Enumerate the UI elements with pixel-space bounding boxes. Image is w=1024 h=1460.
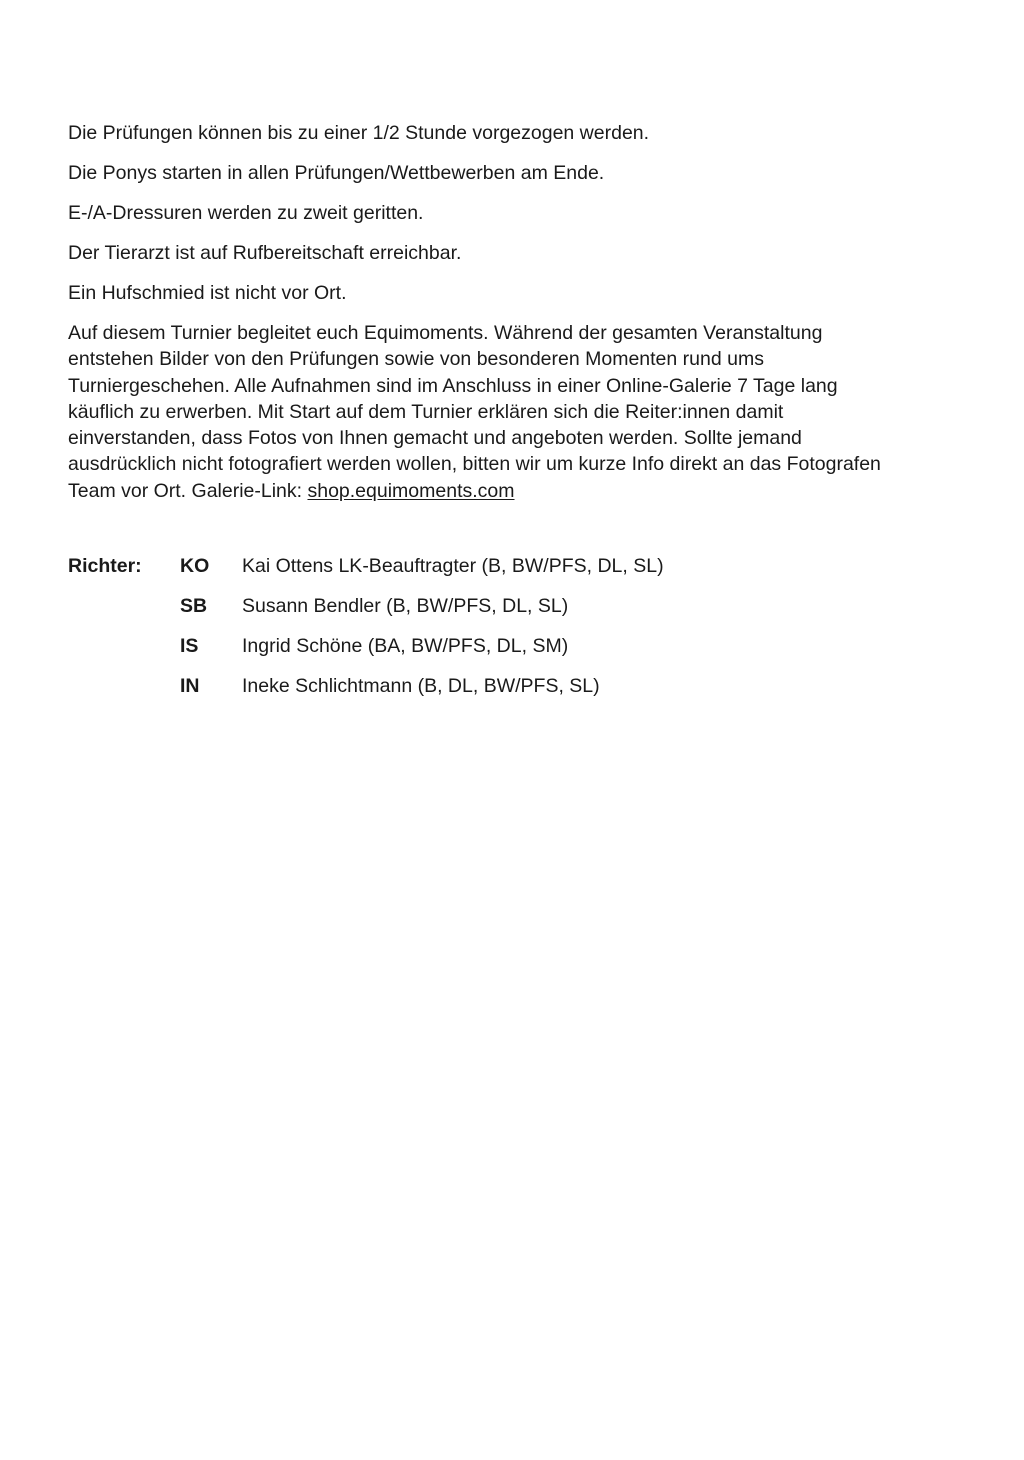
photographer-info-last-line [68, 478, 958, 504]
judge-name: Ingrid Schöne (BA, BW/PFS, DL, SM) [242, 635, 569, 658]
photographer-info-line: käuflich zu erwerben. Mit Start auf dem Turnier erklären sich die Reiter:innen damit [68, 400, 784, 423]
judge-code: IS [180, 635, 199, 658]
judge-name: Kai Ottens LK-Beauftragter (B, BW/PFS, DL, SL) [242, 555, 664, 578]
note-farrier: Ein Hufschmied ist nicht vor Ort. [68, 282, 347, 304]
judges-label: Richter: [68, 555, 142, 578]
gallery-link[interactable]: shop.equimoments.com [307, 479, 515, 502]
photographer-info-line: entstehen Bilder von den Prüfungen sowie von besonderen Momenten rund ums [68, 348, 764, 371]
judge-name: Susann Bendler (B, BW/PFS, DL, SL) [242, 595, 569, 618]
judge-row [68, 553, 958, 593]
judge-code: SB [180, 595, 208, 618]
note-dressage-pairs: E-/A-Dressuren werden zu zweit geritten. [68, 202, 424, 224]
judge-code: KO [180, 555, 210, 578]
judge-row [68, 633, 958, 673]
photographer-info-line: einverstanden, dass Fotos von Ihnen gemacht und angeboten werden. Sollte jemand [68, 427, 802, 450]
judges-section [68, 553, 958, 713]
judge-code: IN [180, 675, 200, 698]
document-page [68, 120, 958, 713]
photographer-info-line: ausdrücklich nicht fotografiert werden wollen, bitten wir um kurze Info direkt an das Fotografen [68, 453, 881, 476]
photographer-info-line: Turniergeschehen. Alle Aufnahmen sind im Anschluss in einer Online-Galerie 7 Tage lang [68, 374, 838, 397]
judge-row [68, 593, 958, 633]
note-veterinarian: Der Tierarzt ist auf Rufbereitschaft erreichbar. [68, 242, 462, 264]
photographer-info [68, 320, 958, 504]
photographer-info-line: Auf diesem Turnier begleitet euch Equimoments. Während der gesamten Veranstaltung [68, 322, 823, 344]
note-ponies: Die Ponys starten in allen Prüfungen/Wettbewerben am Ende. [68, 162, 605, 184]
judge-row [68, 673, 958, 713]
gallery-link-label: Team vor Ort. Galerie-Link: [68, 479, 308, 502]
judge-name: Ineke Schlichtmann (B, DL, BW/PFS, SL) [242, 675, 600, 698]
note-early-start: Die Prüfungen können bis zu einer 1/2 Stunde vorgezogen werden. [68, 122, 650, 144]
